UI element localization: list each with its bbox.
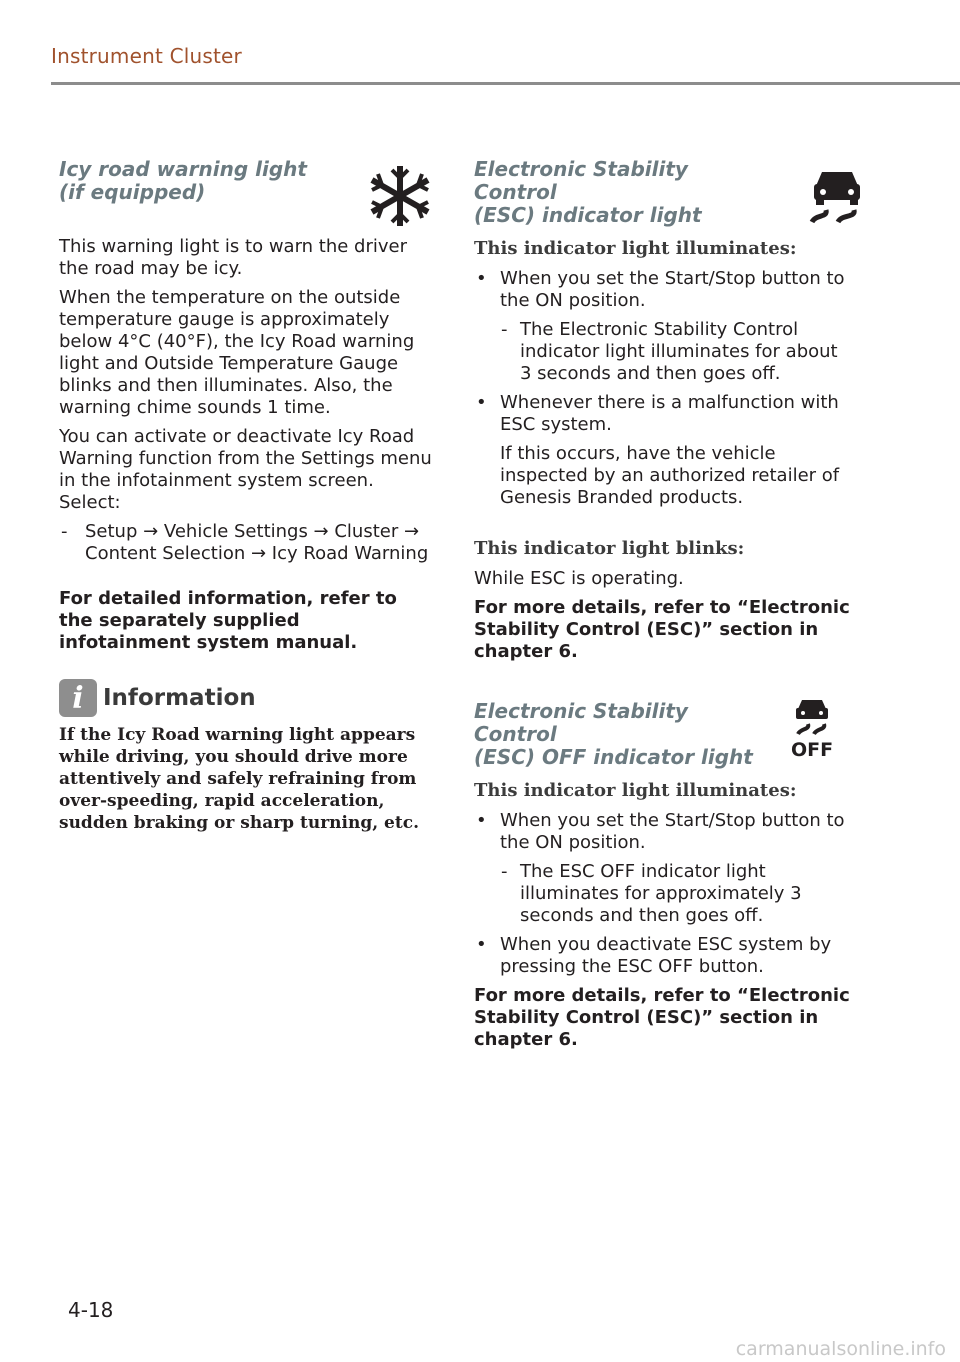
- esc-off-bullet-2: • When you deactivate ESC system by pressing the ESC OFF button.: [474, 934, 854, 978]
- esc-note: For more details, refer to “Electronic Stability Control (ESC)” section in chapter 6.: [474, 597, 850, 662]
- header-rule: [51, 82, 960, 85]
- esc-blink-text: While ESC is operating.: [474, 568, 684, 589]
- esc-car-skid-icon: [808, 168, 866, 228]
- esc-off-subheading-illuminates: This indicator light illuminates:: [474, 780, 797, 801]
- watermark: carmanualsonline.info: [735, 1338, 946, 1360]
- esc-off-title: Electronic Stability Control (ESC) OFF indicator light: [474, 699, 753, 769]
- esc-section-header: [474, 157, 854, 227]
- information-body: If the Icy Road warning light appears while driving, you should drive more attentively and safely refraining from over-speeding, rapid acceleration, sudden braking or sharp turning, etc.: [59, 725, 419, 833]
- esc-title: Electronic Stability Control (ESC) indicator light: [474, 157, 702, 227]
- icy-road-paragraph-3: You can activate or deactivate Icy Road Warning function from the Settings menu in the infotainment system screen. Select:: [59, 426, 432, 513]
- esc-bullet-2-note: If this occurs, have the vehicle inspected by an authorized retailer of Genesis Branded products.: [500, 443, 840, 508]
- esc-bullet-1: • When you set the Start/Stop button to the ON position.: [474, 268, 854, 312]
- esc-subheading-blinks: This indicator light blinks:: [474, 538, 745, 559]
- esc-off-icon: [790, 696, 834, 764]
- icy-road-paragraph-2: When the temperature on the outside temperature gauge is approximately below 4°C (40°F), the Icy Road warning light and Outside Temperature Gauge blinks and then illuminates. Also, the warning chime sounds 1 time.: [59, 287, 415, 418]
- page-number: 4-18: [68, 1298, 114, 1322]
- information-header: [59, 678, 434, 718]
- esc-off-section-header: [474, 699, 854, 769]
- esc-off-icon-label: OFF: [790, 739, 834, 760]
- settings-path: - Setup → Vehicle Settings → Cluster → Content Selection → Icy Road Warning: [59, 521, 434, 565]
- icy-road-section-header: [59, 158, 434, 222]
- esc-bullet-1-detail: - The Electronic Stability Control indicator light illuminates for about 3 seconds and then goes off.: [474, 319, 854, 385]
- icy-road-note: For detailed information, refer to the separately supplied infotainment system manual.: [59, 588, 397, 653]
- left-column: [59, 158, 434, 834]
- information-box: [59, 678, 434, 834]
- running-header: Instrument Cluster: [51, 44, 242, 68]
- esc-subheading-illuminates: This indicator light illuminates:: [474, 238, 797, 259]
- information-title: Information: [103, 685, 256, 711]
- esc-off-bullet-1: • When you set the Start/Stop button to the ON position.: [474, 810, 854, 854]
- esc-bullet-2: • Whenever there is a malfunction with ESC system.: [474, 392, 854, 436]
- esc-off-note: For more details, refer to “Electronic Stability Control (ESC)” section in chapter 6.: [474, 985, 850, 1050]
- icy-road-paragraph-1: This warning light is to warn the driver the road may be icy.: [59, 236, 407, 279]
- snowflake-icon: [366, 164, 434, 232]
- right-column: [474, 158, 854, 1058]
- info-icon: i: [59, 679, 97, 717]
- icy-road-title: Icy road warning light (if equipped): [59, 157, 307, 204]
- esc-off-bullet-1-detail: - The ESC OFF indicator light illuminates for approximately 3 seconds and then goes off.: [474, 861, 854, 927]
